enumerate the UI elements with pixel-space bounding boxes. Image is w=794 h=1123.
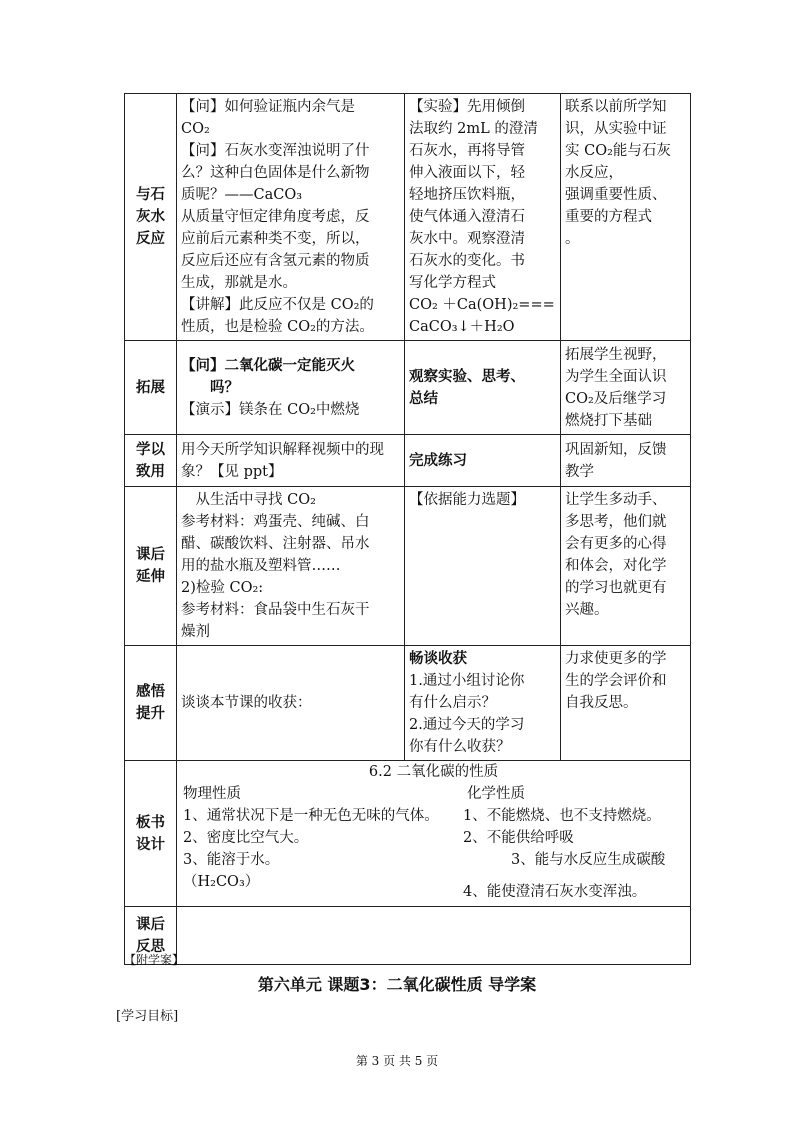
- row-head: 与石灰水反应: [125, 94, 177, 341]
- board-design-content: [177, 761, 691, 907]
- cell-line: 【演示】镁条在 CO₂中燃烧: [181, 401, 360, 418]
- cell-line: 让学生多动手、: [565, 492, 667, 508]
- cell-line: 吗？: [181, 379, 239, 396]
- lesson-row: [125, 435, 691, 487]
- cell-line: 完成练习: [409, 452, 467, 469]
- cell-line: CaCO₃↓＋H₂O: [409, 319, 515, 335]
- cell-line: 参考材料：食品袋中生石灰干: [181, 602, 370, 618]
- cell-line: 燥剂: [181, 624, 210, 640]
- board-design-head: 板书设计: [125, 761, 177, 907]
- cell-line: 【问】二氧化碳一定能灭火: [181, 357, 355, 374]
- cell-col3: [405, 646, 561, 761]
- cell-line: 【依据能力选题】: [409, 492, 525, 508]
- cell-line: 从生活中寻找 CO₂: [181, 492, 316, 508]
- cell-line: 实 CO₂能与石灰: [565, 143, 671, 159]
- appendix-tag: 【附学案】: [124, 953, 185, 967]
- board-design-row: [125, 761, 691, 907]
- cell-line: 用的盐水瓶及塑料管……: [181, 558, 341, 574]
- cell-line: 多思考，他们就: [565, 514, 667, 530]
- physical-item: 1、通常状况下是一种无色无味的气体。: [183, 808, 439, 824]
- cell-line: 写化学方程式: [409, 275, 496, 291]
- cell-line: 2)检验 CO₂:: [181, 580, 264, 596]
- cell-line: 教学: [565, 463, 594, 480]
- cell-line: 联系以前所学知: [565, 99, 667, 115]
- cell-line: 【讲解】此反应不仅是 CO₂的: [181, 297, 374, 313]
- cell-line: 水反应，: [565, 165, 623, 181]
- physical-item: 3、能溶于水。: [183, 852, 280, 868]
- cell-line: 为学生全面认识: [565, 368, 667, 385]
- cell-line: 2.通过今天的学习: [409, 717, 525, 733]
- cell-col4: [561, 487, 691, 646]
- row-head: 课后延伸: [125, 487, 177, 646]
- cell-line: 。: [565, 231, 580, 247]
- cell-line: 拓展学生视野，: [565, 346, 667, 363]
- cell-line: 和体会，对化学: [565, 558, 667, 574]
- cell-line: 生成，那就是水。: [181, 275, 297, 291]
- cell-line: 用今天所学知识解释视频中的现: [181, 441, 384, 458]
- doc-title: 第六单元 课题3：二氧化碳性质 导学案: [257, 975, 537, 994]
- cell-line: 强调重要性质、: [565, 187, 667, 203]
- cell-line: 从质量守恒定律角度考虑，反: [181, 209, 370, 225]
- chemical-item: 1、不能燃烧、也不支持燃烧。: [463, 808, 661, 824]
- cell-line: 性质，也是检验 CO₂的方法。: [181, 319, 374, 335]
- cell-col2: [177, 94, 405, 341]
- cell-line: 质呢？——CaCO₃: [181, 187, 303, 203]
- reflection-head: 课后反思: [125, 907, 177, 965]
- chemical-item: 2、不能供给呼吸: [463, 830, 574, 846]
- chemical-item: 4、能使澄清石灰水变浑浊。: [463, 884, 647, 900]
- cell-col3: [405, 94, 561, 341]
- row-head: 学以致用: [125, 435, 177, 487]
- board-title: 6.2 二氧化碳的性质: [368, 764, 499, 780]
- chemical-item: 3、能与水反应生成碳酸: [511, 852, 666, 868]
- cell-line: 伸入液面以下，轻: [409, 165, 525, 181]
- cell-col2: [177, 435, 405, 487]
- cell-col3: [405, 341, 561, 435]
- lesson-plan-table: [124, 93, 691, 965]
- cell-col4: [561, 94, 691, 341]
- row-head: 感悟提升: [125, 646, 177, 761]
- cell-line: 重要的方程式: [565, 209, 652, 225]
- cell-col4: [561, 435, 691, 487]
- cell-col4: [561, 646, 691, 761]
- cell-line: 会有更多的心得: [565, 536, 667, 552]
- cell-line: 畅谈收获: [409, 651, 467, 667]
- cell-line: 应前后元素种类不变，所以，: [181, 231, 370, 247]
- lesson-row: [125, 94, 691, 341]
- cell-line: 反应后还应有含氢元素的物质: [181, 253, 370, 269]
- chemical-title: 化学性质: [467, 786, 525, 802]
- cell-col3: [405, 487, 561, 646]
- cell-line: 生的学会评价和: [565, 673, 667, 689]
- physical-properties: [183, 783, 463, 903]
- cell-line: CO₂ ＋Ca(OH)₂===: [409, 297, 555, 313]
- cell-line: 石灰水，再将导管: [409, 143, 525, 159]
- cell-line: 轻地挤压饮料瓶，: [409, 187, 525, 203]
- cell-line: 自我反思。: [565, 695, 638, 711]
- cell-line: 谈谈本节课的收获：: [181, 695, 312, 711]
- lesson-row: [125, 341, 691, 435]
- cell-line: 灰水中。观察澄清: [409, 231, 525, 247]
- reflection-content: [177, 907, 691, 965]
- cell-line: 总结: [409, 390, 438, 407]
- cell-line: 你有什么收获？: [409, 739, 511, 755]
- cell-line: 识，从实验中证: [565, 121, 667, 137]
- cell-line: 燃烧打下基础: [565, 412, 652, 429]
- cell-col2: [177, 341, 405, 435]
- cell-line: 有什么启示？: [409, 695, 496, 711]
- cell-line: 法取约 2mL 的澄清: [409, 121, 538, 137]
- section-label: [学习目标]: [116, 1009, 179, 1024]
- cell-line: 【问】如何验证瓶内余气是: [181, 99, 355, 115]
- lesson-row: [125, 646, 691, 761]
- cell-line: 1.通过小组讨论你: [409, 673, 525, 689]
- cell-col4: [561, 341, 691, 435]
- cell-line: 参考材料：鸡蛋壳、纯碱、白: [181, 514, 370, 530]
- physical-item: 2、密度比空气大。: [183, 830, 309, 846]
- cell-line: 石灰水的变化。书: [409, 253, 525, 269]
- cell-line: 兴趣。: [565, 602, 609, 618]
- cell-line: 象？【见 ppt】: [181, 463, 283, 480]
- cell-line: 使气体通入澄清石: [409, 209, 525, 225]
- cell-line: 的学习也就更有: [565, 580, 667, 596]
- cell-col2: [177, 487, 405, 646]
- cell-line: 巩固新知，反馈: [565, 441, 667, 458]
- cell-line: 醋、碳酸饮料、注射器、吊水: [181, 536, 370, 552]
- cell-line: 【实验】先用倾倒: [409, 99, 525, 115]
- cell-line: CO₂及后继学习: [565, 390, 667, 407]
- cell-col2: [177, 646, 405, 761]
- page-footer: 第 3 页 共 5 页: [355, 1054, 439, 1068]
- row-head: 拓展: [125, 341, 177, 435]
- cell-line: 【问】石灰水变浑浊说明了什: [181, 143, 370, 159]
- cell-col3: [405, 435, 561, 487]
- cell-line: 观察实验、思考、: [409, 368, 525, 385]
- physical-item: （H₂CO₃）: [183, 874, 260, 890]
- reflection-row: [125, 907, 691, 965]
- chemical-properties: [463, 783, 684, 903]
- cell-line: 力求使更多的学: [565, 651, 667, 667]
- cell-line: 么？这种白色固体是什么新物: [181, 165, 370, 181]
- lesson-row: [125, 487, 691, 646]
- physical-title: 物理性质: [183, 786, 241, 802]
- cell-line: CO₂: [181, 121, 210, 137]
